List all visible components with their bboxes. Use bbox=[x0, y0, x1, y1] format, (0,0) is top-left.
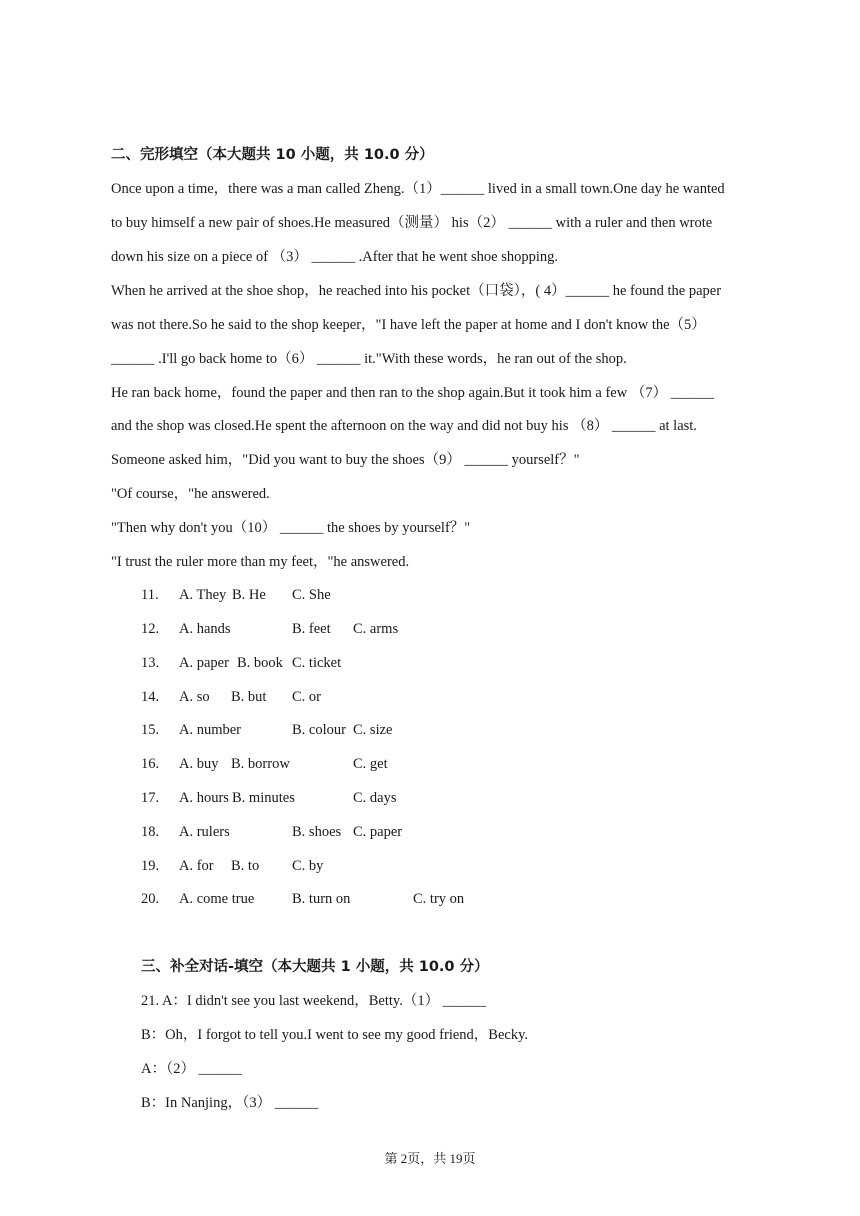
dialogue-line: B：Oh，I forgot to tell you.I went to see my good friend，Becky. bbox=[141, 1027, 529, 1043]
option-c: C. days bbox=[353, 790, 397, 806]
option-a: A. for bbox=[179, 858, 214, 874]
passage-line: Once upon a time，there was a man called Zheng.（1）______ lived in a small town.One day he wanted bbox=[111, 181, 725, 197]
question-number: 18. bbox=[141, 824, 160, 840]
option-c: C. or bbox=[292, 689, 321, 705]
option-a: A. paper bbox=[179, 655, 229, 671]
option-b: B. shoes bbox=[292, 824, 342, 840]
option-a: A. come true bbox=[179, 891, 255, 907]
passage-line: "Then why don't you（10） ______ the shoes by yourself？" bbox=[111, 520, 471, 536]
option-b: B. book bbox=[237, 655, 283, 671]
passage-line: He ran back home，found the paper and then ran to the shop again.But it took him a few （7） ______ bbox=[111, 385, 715, 401]
option-b: B. colour bbox=[292, 722, 346, 738]
passage-line: When he arrived at the shoe shop，he reached into his pocket（口袋），( 4）______ he found the paper bbox=[111, 283, 722, 299]
option-b: B. but bbox=[231, 689, 267, 705]
option-a: A. rulers bbox=[179, 824, 230, 840]
question-number: 17. bbox=[141, 790, 160, 806]
option-c: C. try on bbox=[413, 891, 465, 907]
passage-line: was not there.So he said to the shop keeper，"I have left the paper at home and I don't know the（5） bbox=[111, 317, 706, 333]
section2-heading: 二、完形填空（本大题共 10 小题，共 10.0 分） bbox=[111, 147, 434, 163]
passage-line: down his size on a piece of （3） ______ .After that he went shoe shopping. bbox=[111, 249, 558, 265]
page-footer: 第 2页，共 19页 bbox=[384, 1151, 476, 1166]
question-number: 15. bbox=[141, 722, 160, 738]
option-b: B. borrow bbox=[231, 756, 290, 772]
question-number: 14. bbox=[141, 689, 160, 705]
passage-line: "I trust the ruler more than my feet，"he answered. bbox=[111, 554, 410, 570]
dialogue-line: B：In Nanjing，（3） ______ bbox=[141, 1095, 319, 1111]
option-a: A. number bbox=[179, 722, 242, 738]
question-number: 12. bbox=[141, 621, 160, 637]
passage-line: and the shop was closed.He spent the afternoon on the way and did not buy his （8） ______ at last. bbox=[111, 418, 697, 434]
question-number: 13. bbox=[141, 655, 160, 671]
option-a: A. They bbox=[179, 587, 227, 603]
option-b: B. to bbox=[231, 858, 260, 874]
option-c: C. by bbox=[292, 858, 324, 874]
option-b: B. feet bbox=[292, 621, 331, 637]
option-a: A. hours bbox=[179, 790, 229, 806]
dialogue-line: A：（2） ______ bbox=[141, 1061, 243, 1077]
passage-line: ______ .I'll go back home to（6） ______ it."With these words，he ran out of the shop. bbox=[111, 351, 627, 367]
question-number: 20. bbox=[141, 891, 160, 907]
section3-heading: 三、补全对话-填空（本大题共 1 小题，共 10.0 分） bbox=[141, 959, 489, 975]
question-number: 11. bbox=[141, 587, 159, 603]
option-b: B. He bbox=[232, 587, 266, 603]
passage-line: Someone asked him，"Did you want to buy the shoes（9） ______ yourself？" bbox=[111, 452, 580, 468]
option-c: C. She bbox=[292, 587, 331, 603]
option-c: C. ticket bbox=[292, 655, 342, 671]
question-number: 16. bbox=[141, 756, 160, 772]
option-a: A. so bbox=[179, 689, 210, 705]
option-b: B. minutes bbox=[232, 790, 295, 806]
option-c: C. paper bbox=[353, 824, 403, 840]
option-a: A. buy bbox=[179, 756, 219, 772]
question-number: 19. bbox=[141, 858, 160, 874]
passage-line: to buy himself a new pair of shoes.He measured（测量） his（2） ______ with a ruler and then wrote bbox=[111, 215, 713, 231]
option-a: A. hands bbox=[179, 621, 231, 637]
option-c: C. get bbox=[353, 756, 388, 772]
dialogue-line: 21. A：I didn't see you last weekend，Betty.（1） ______ bbox=[141, 993, 487, 1009]
option-c: C. arms bbox=[353, 621, 399, 637]
option-b: B. turn on bbox=[292, 891, 351, 907]
passage-line: "Of course，"he answered. bbox=[111, 486, 270, 502]
option-c: C. size bbox=[353, 722, 393, 738]
